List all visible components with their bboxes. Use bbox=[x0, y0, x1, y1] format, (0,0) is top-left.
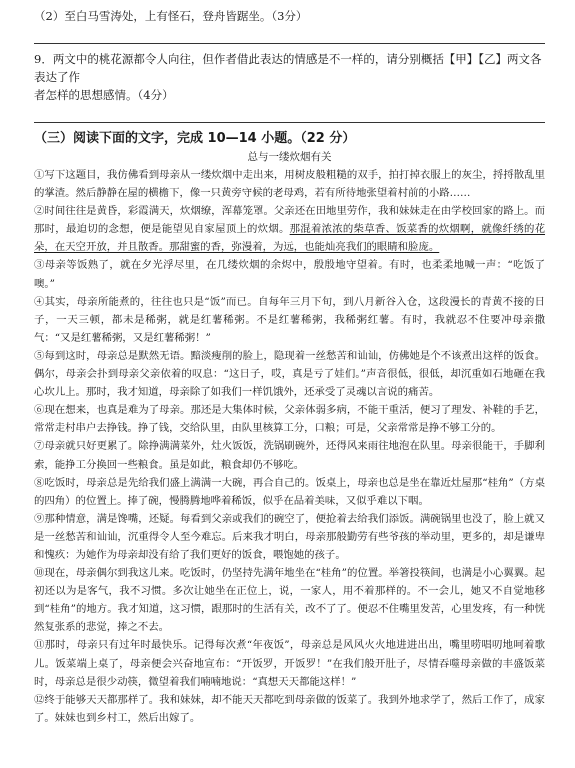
question-9-line-2: 者怎样的思想感情。（4分） bbox=[34, 88, 174, 102]
paragraph-text: ①写下这题目，我仿佛看到母亲从一缕炊烟中走出来，用树皮般粗糙的双手，拍打掉衣服上的灰尘，捋捋散乱里的掌渣。然后静静在屋的横檐下，像一只黄旁守候的老母鸡，若有所待地张望着村前的小路…… bbox=[34, 169, 545, 200]
paragraph bbox=[34, 293, 545, 347]
paragraph-text: ③母亲等饭熟了，就在夕光浮尽里，在几缕炊烟的余烬中，殷殷地守望着。有时，也柔柔地喊一声：“吃饭了噢。” bbox=[34, 259, 545, 290]
article-body bbox=[34, 166, 545, 727]
paragraph-text: ⑫终于能够天天都那样了。我和妹妹，却不能天天都吃到母亲做的饭菜了。我到外地求学了，然后工作了，成家了。妹妹也到乡村工，然后出嫁了。 bbox=[34, 693, 545, 724]
paragraph-text: ⑨那种情意，满是馋嘴，还疑。每看到父亲或我们的碗空了，便抢着去给我们添饭。满碗锅里也没了，脸上就又是一丝愁苦和讪讪，沉重得令人至今难忘。后来我才明白，母亲那般勤劳有些爷孩的举动里，更多的，却是谦卑和愧疚：为她作为母亲却没有给了我们更好的饭食，喂饱她的孩子。 bbox=[34, 512, 545, 561]
paragraph-text: ⑤每到这时，母亲总是默然无语。黯淡瘦削的脸上，隐现着一丝愁苦和讪讪，仿佛她是个不该煮出这样的饭食。偶尔，母亲会扑到母亲父亲依着的叹息：“这日子，哎，真是亏了娃们。”声音很低，很低，却沉重如石地砸在我心坎儿上。那时，我才知道，母亲除了如我们一样饥饿外，还承受了灵魂以言说的痛苦。 bbox=[34, 349, 545, 399]
paragraph-text: ②时间往往是黄昏，彩霞满天，炊烟缭，浑幕笼罩。父亲还在田地里劳作，我和妹妹走在由学校回家的路上。而那时，最迫切的念想，便是能望见自家屋顶上的炊烟。 bbox=[34, 205, 545, 236]
question-2-line: （2）至白马雪涛处，上有怪石，登舟皆踞坐。（3分） bbox=[34, 9, 308, 23]
paragraph bbox=[34, 202, 545, 256]
article-title: 总与一缕炊烟有关 bbox=[247, 151, 332, 163]
paragraph bbox=[34, 166, 545, 202]
question-9-line-1: 9．两文中的桃花源都令人向往，但作者借此表达的情感是不一样的，请分别概括【甲】【乙】两文各表达了作 bbox=[34, 52, 542, 84]
paragraph-text: ⑦母亲就只好更累了。除挣满满菜外，灶火饭饭，洗锅刷碗外，还得风来雨往地泡在队里。母亲很能干，手脚利索，能挣工分换回一些粮食。虽是如此，粮食却仍不够吃。 bbox=[34, 440, 545, 471]
paragraph bbox=[34, 347, 545, 401]
paragraph bbox=[34, 510, 545, 564]
paragraph bbox=[34, 691, 545, 727]
answer-space bbox=[34, 25, 545, 43]
paragraph bbox=[34, 437, 545, 473]
divider bbox=[34, 122, 545, 123]
paragraph bbox=[34, 401, 545, 437]
section-title: （三）阅读下面的文字，完成 10—14 小题。（22 分） bbox=[34, 131, 356, 146]
paragraph-text: ⑩现在，母亲偶尔到我这儿来。吃饭时，仍坚持先满年地坐在“桂角”的位置。举箸投筷间，也满是小心翼翼。起初还以为是客气，我不习惯。多次让她坐在正位上，说，一家人，用不着那样的。不一会儿，她又不自觉地移到“桂角”的地方。我才知道，这习惯，跟那时的生活有关，改不了了。便忍不住嘴里发苦，心里发疼，有一种恍然复张系的悲觉，捧之不去。 bbox=[34, 567, 545, 634]
question-9 bbox=[34, 50, 545, 104]
paragraph bbox=[34, 564, 545, 636]
paragraph bbox=[34, 474, 545, 510]
paragraph-text: ⑥现在想来，也真是难为了母亲。那还是大集体时候，父亲体弱多病，不能干重活，便习了理发、补鞋的手艺，常常走村串户去挣钱。挣了钱，交给队里，由队里核算工分，口粮；可是，父亲常常是挣不够工分的。 bbox=[34, 404, 545, 435]
paragraph-text: ⑪那时，母亲只有过年时最快乐。记得每次煮“年夜饭”，母亲总是风风火火地进进出出，嘴里唠唱叨地呵着歌儿。饭菜端上桌了，母亲便会兴奋地宣布：“开饭罗，开饭罗！”在我们般开肚子，尽情吞噬母亲做的丰盛饭菜时，母亲总是很少动筷，微望着我们喃喃地说：“真想天天都能这样！” bbox=[34, 639, 545, 688]
paragraph-text: ④其实，母亲所能煮的，往往也只是“饭”而已。自每年三月下旬，到八月新谷入仓，这段漫长的青黄不接的日子，一天三顿，都未是稀粥，就是红薯稀粥。不是红薯稀粥，我稀粥红薯。有时，我就忍不住要冲母亲撒气：“又是红薯稀粥，又是红薯稀粥！” bbox=[34, 295, 545, 344]
paragraph bbox=[34, 636, 545, 690]
paragraph-text: ⑧吃饭时，母亲总是先给我们盛上满满一大碗，再合自己的。饭桌上，母亲也总是坐在靠近灶屋那“桂角”（方桌的四角）的位置上。捧了碗，慢腾腾地哗着稀饭，似乎在品着美味，又似乎难以下咽。 bbox=[34, 476, 545, 507]
paragraph bbox=[34, 256, 545, 292]
underlined-sentence: 那混着浓浓的柴草香、饭菜香的炊烟啊，就像纤绣的花朵，在天空开放，并且散香。那甜蜜的香，弥漫着，为远，也能灿亮我们的眼睛和脸庞。 bbox=[34, 223, 546, 254]
divider bbox=[34, 43, 545, 44]
answer-space bbox=[34, 104, 545, 122]
